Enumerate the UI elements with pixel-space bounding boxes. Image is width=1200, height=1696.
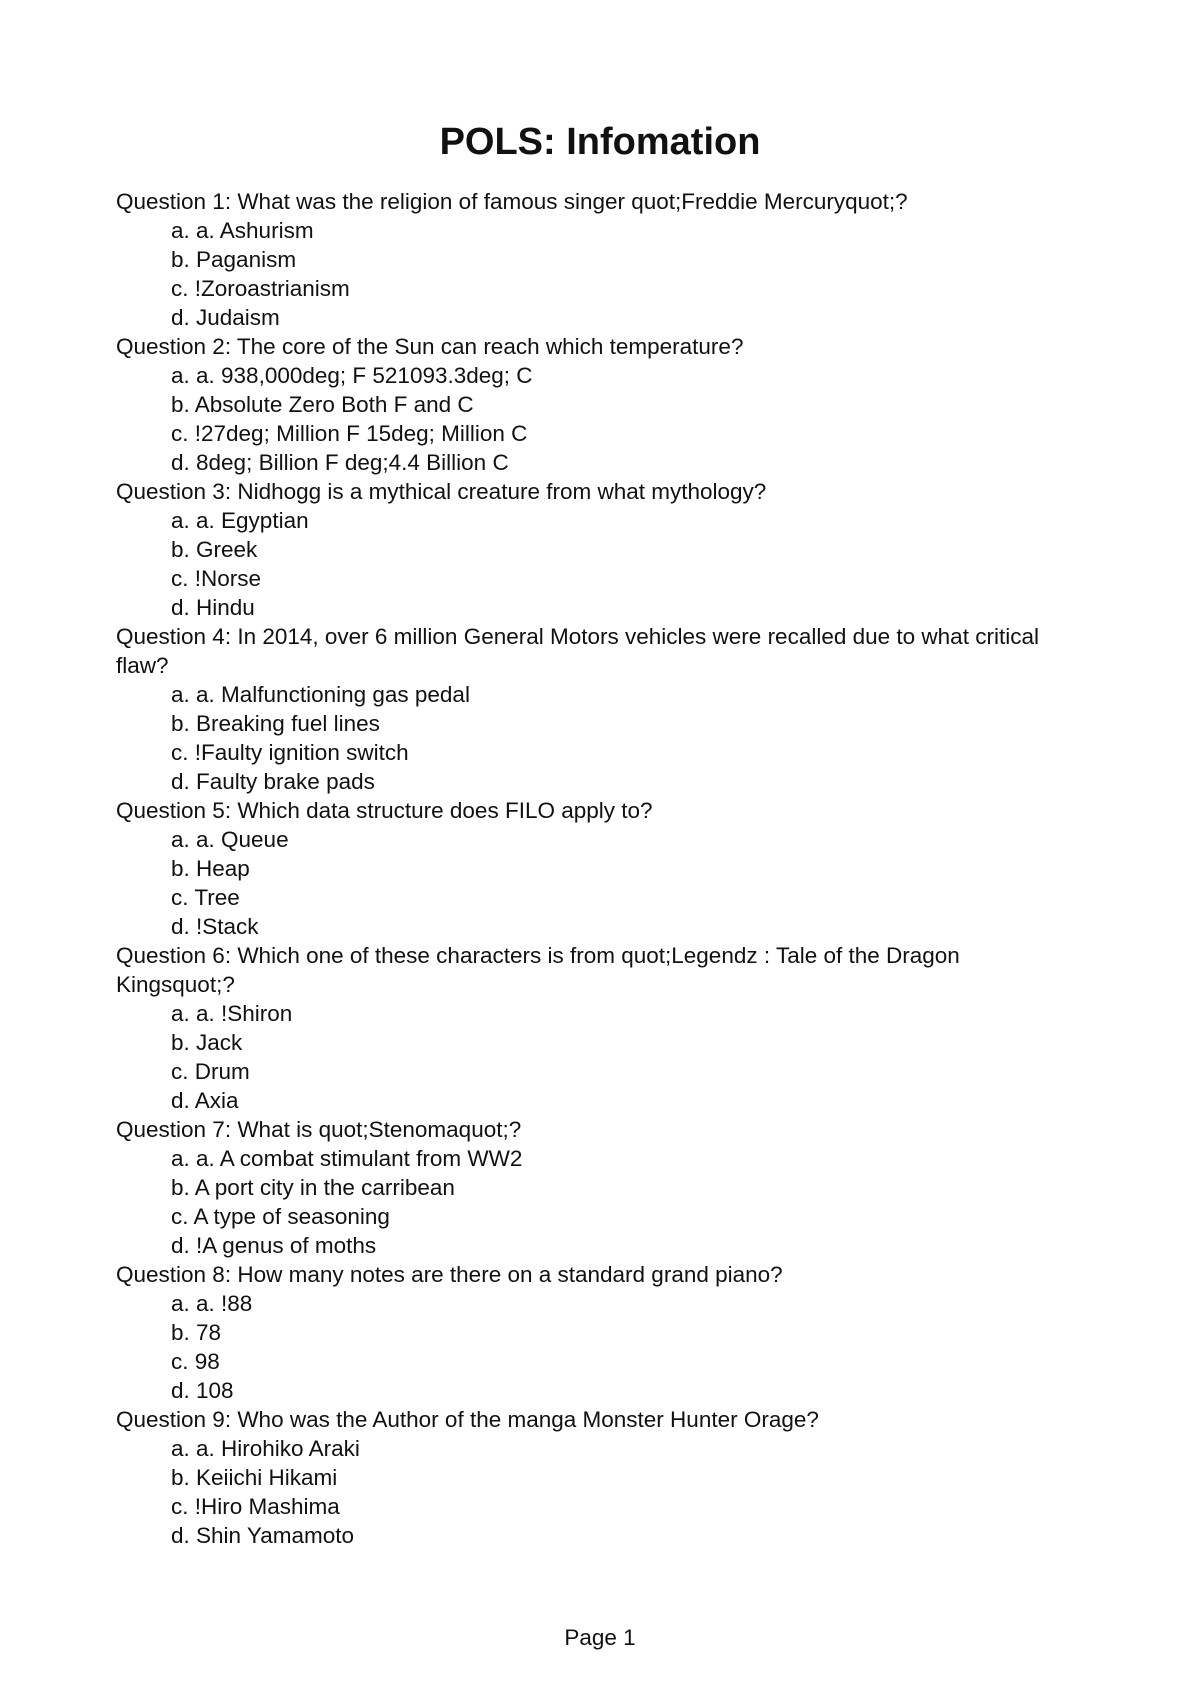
answer-option: a. a. Queue (171, 827, 289, 852)
answer-option: b. 78 (171, 1320, 222, 1345)
question-text: Question 9: Who was the Author of the manga Monster Hunter Orage? (116, 1407, 819, 1432)
question-text: Question 7: What is quot;Stenomaquot;? (116, 1117, 522, 1142)
answer-option: a. a. !88 (171, 1291, 253, 1316)
answer-option: c. !Hiro Mashima (171, 1494, 340, 1519)
answer-option: a. a. A combat stimulant from WW2 (171, 1146, 523, 1171)
question-3 (116, 477, 1056, 622)
question-text: Question 2: The core of the Sun can reach which temperature? (116, 334, 744, 359)
answer-options (116, 680, 1056, 796)
answer-option: a. a. Malfunctioning gas pedal (171, 682, 470, 707)
answer-option: c. 98 (171, 1349, 220, 1374)
answer-option: d. Axia (171, 1088, 239, 1113)
answer-option: a. a. Ashurism (171, 218, 314, 243)
question-2 (116, 332, 1056, 477)
question-text: Question 8: How many notes are there on a standard grand piano? (116, 1262, 783, 1287)
answer-option: b. A port city in the carribean (171, 1175, 455, 1200)
question-list (116, 187, 1056, 1550)
question-7 (116, 1115, 1056, 1260)
answer-options (116, 361, 1056, 477)
answer-options (116, 1144, 1056, 1260)
answer-options (116, 216, 1056, 332)
page-number: Page 1 (564, 1625, 636, 1650)
question-text: Question 3: Nidhogg is a mythical creature from what mythology? (116, 479, 767, 504)
answer-option: b. Paganism (171, 247, 297, 272)
answer-options (116, 825, 1056, 941)
question-text: Question 4: In 2014, over 6 million General Motors vehicles were recalled due to what critical flaw? (116, 624, 1039, 678)
answer-option: d. Judaism (171, 305, 280, 330)
answer-options (116, 1434, 1056, 1550)
answer-option: d. !A genus of moths (171, 1233, 377, 1258)
answer-option: c. !27deg; Million F 15deg; Million C (171, 421, 528, 446)
question-1 (116, 187, 1056, 332)
answer-option: c. !Zoroastrianism (171, 276, 350, 301)
answer-option: a. a. Hirohiko Araki (171, 1436, 360, 1461)
answer-options (116, 1289, 1056, 1405)
answer-option: a. a. Egyptian (171, 508, 309, 533)
question-8 (116, 1260, 1056, 1405)
answer-option: d. !Stack (171, 914, 259, 939)
question-text: Question 1: What was the religion of famous singer quot;Freddie Mercuryquot;? (116, 189, 908, 214)
question-text: Question 5: Which data structure does FILO apply to? (116, 798, 653, 823)
answer-option: d. Hindu (171, 595, 255, 620)
question-5 (116, 796, 1056, 941)
answer-option: b. Keiichi Hikami (171, 1465, 338, 1490)
answer-option: c. A type of seasoning (171, 1204, 390, 1229)
answer-option: c. Tree (171, 885, 240, 910)
question-9 (116, 1405, 1056, 1550)
answer-option: c. !Faulty ignition switch (171, 740, 409, 765)
answer-option: d. Faulty brake pads (171, 769, 375, 794)
answer-option: c. !Norse (171, 566, 262, 591)
answer-options (116, 506, 1056, 622)
answer-option: b. Jack (171, 1030, 243, 1055)
answer-option: b. Breaking fuel lines (171, 711, 380, 736)
answer-option: d. 8deg; Billion F deg;4.4 Billion C (171, 450, 509, 475)
answer-option: d. Shin Yamamoto (171, 1523, 355, 1548)
answer-option: b. Absolute Zero Both F and C (171, 392, 474, 417)
answer-options (116, 999, 1056, 1115)
answer-option: c. Drum (171, 1059, 250, 1084)
question-6 (116, 941, 1056, 1115)
answer-option: a. a. 938,000deg; F 521093.3deg; C (171, 363, 533, 388)
answer-option: b. Greek (171, 537, 258, 562)
answer-option: b. Heap (171, 856, 250, 881)
question-4 (116, 622, 1056, 796)
answer-option: d. 108 (171, 1378, 234, 1403)
question-text: Question 6: Which one of these characters is from quot;Legendz : Tale of the Dragon Kingsquot;? (116, 943, 960, 997)
document-title: POLS: Infomation (439, 121, 761, 163)
answer-option: a. a. !Shiron (171, 1001, 293, 1026)
